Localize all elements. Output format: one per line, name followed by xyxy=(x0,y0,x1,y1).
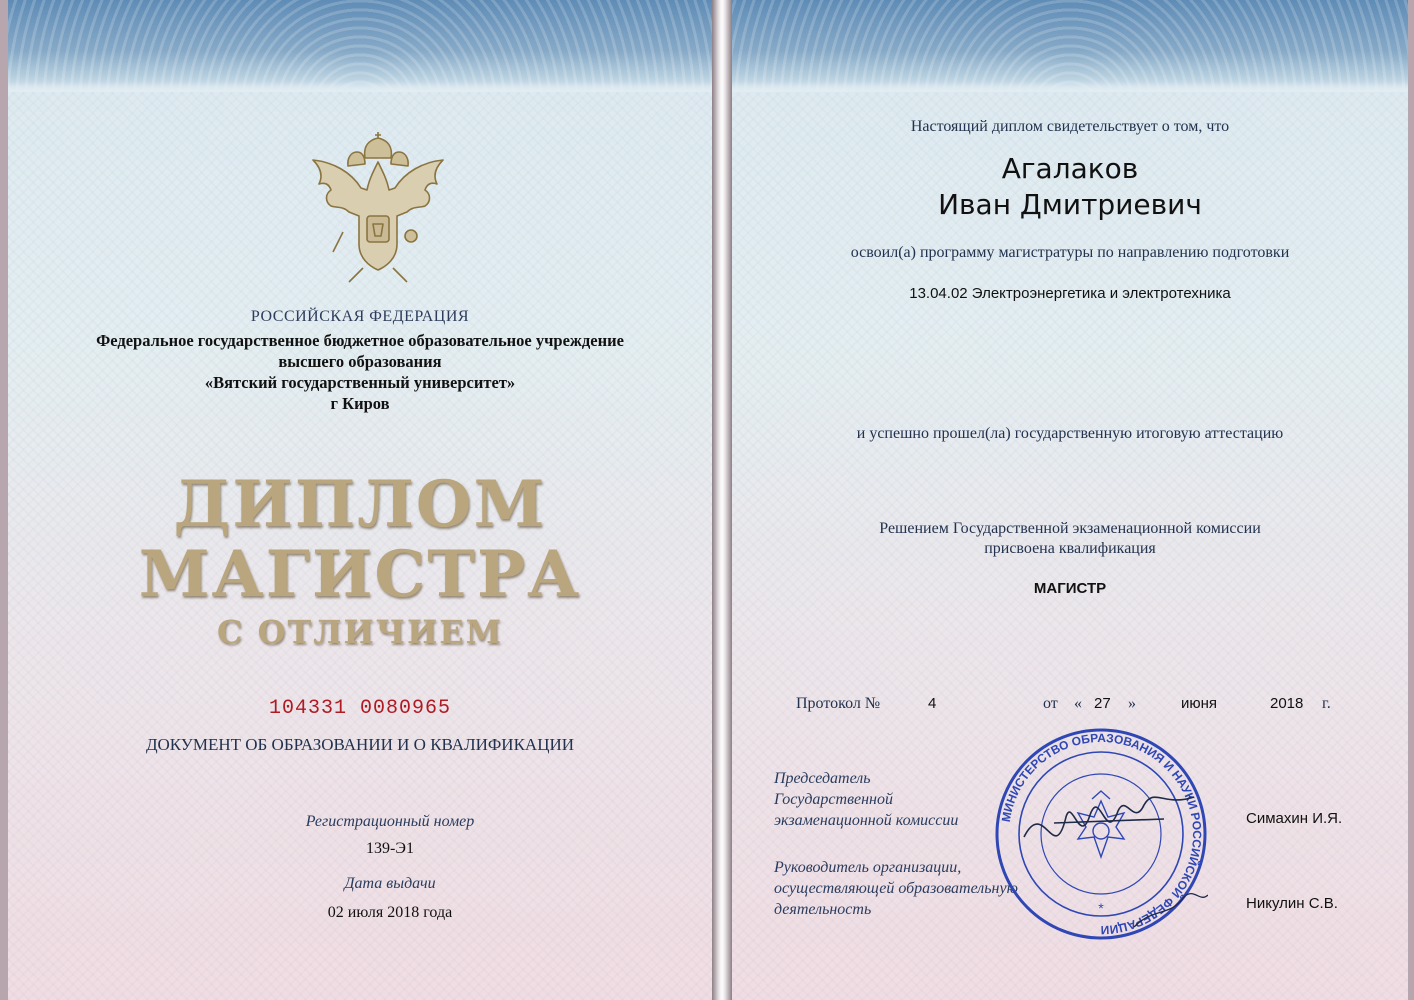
diploma-title: ДИПЛОМ xyxy=(173,467,547,542)
protocol-day: 27 xyxy=(1094,695,1111,712)
graduate-surname: Агалаков xyxy=(1001,152,1139,185)
seal-eagle xyxy=(1078,791,1124,857)
institution-name xyxy=(8,330,712,414)
graduate-given-names: Иван Дмитриевич xyxy=(938,188,1202,221)
protocol-quote-open: « xyxy=(1074,695,1082,712)
institution-line-1: Федеральное государственное бюджетное образовательное учреждение xyxy=(96,331,624,350)
protocol-number: 4 xyxy=(928,695,937,712)
protocol-month: июня xyxy=(1181,695,1218,712)
protocol-quote-close: » xyxy=(1128,695,1136,712)
intro-text: Настоящий диплом свидетельствует о том, что xyxy=(910,118,1230,135)
honors-label: С ОТЛИЧИЕМ xyxy=(216,613,504,651)
institution-city: г Киров xyxy=(330,394,390,413)
official-seal-icon xyxy=(994,727,1208,941)
svg-text:*: * xyxy=(1098,900,1104,916)
diploma-left-page xyxy=(8,0,712,1000)
head-title-line-2: осуществляющей образовательную xyxy=(774,880,1018,897)
head-name: Никулин С.В. xyxy=(1246,895,1338,912)
qualification-value: МАГИСТР xyxy=(1033,580,1107,597)
head-title xyxy=(774,857,1018,920)
commission-decision: Решением Государственной экзаменационной комиссии xyxy=(879,520,1261,537)
program-label: освоил(а) программу магистратуры по направлению подготовки xyxy=(850,244,1290,261)
chair-title-line-2: Государственной xyxy=(774,791,893,808)
diploma-spine xyxy=(712,0,732,1000)
country-name: РОССИЙСКАЯ ФЕДЕРАЦИЯ xyxy=(250,308,470,325)
protocol-label: Протокол № xyxy=(796,695,881,712)
registration-label: Регистрационный номер xyxy=(305,813,475,830)
diploma-right-page xyxy=(732,0,1408,1000)
registration-number: 139-Э1 xyxy=(366,840,414,857)
ornament-band xyxy=(8,0,712,92)
ornament-band xyxy=(732,0,1408,92)
diploma-subtitle: МАГИСТРА xyxy=(138,537,582,612)
protocol-year-suffix: г. xyxy=(1322,695,1331,712)
seal-outer-text: МИНИСТЕРСТВО ОБРАЗОВАНИЯ И НАУКИ РОССИЙСКОЙ ФЕДЕРАЦИИ xyxy=(998,730,1205,938)
issue-date-label: Дата выдачи xyxy=(344,875,436,892)
head-title-line-1: Руководитель организации, xyxy=(774,859,962,876)
head-title-line-3: деятельность xyxy=(774,901,872,918)
chair-name: Симахин И.Я. xyxy=(1246,810,1343,827)
attestation-text: и успешно прошел(ла) государственную итоговую аттестацию xyxy=(856,425,1284,442)
chair-title-line-3: экзаменационной комиссии xyxy=(774,812,959,829)
issue-date: 02 июля 2018 года xyxy=(327,904,453,921)
serial-number: 104331 0080965 xyxy=(268,697,452,720)
document-type: ДОКУМЕНТ ОБ ОБРАЗОВАНИИ И О КВАЛИФИКАЦИИ xyxy=(145,735,575,754)
chair-title-line-1: Председатель xyxy=(774,770,871,787)
institution-line-3: «Вятский государственный университет» xyxy=(204,373,516,392)
chair-title xyxy=(774,768,958,831)
coat-of-arms-icon xyxy=(303,132,453,290)
institution-line-2: высшего образования xyxy=(278,352,442,371)
qualification-awarded: присвоена квалификация xyxy=(984,540,1156,557)
program-name: 13.04.02 Электроэнергетика и электротехника xyxy=(909,285,1231,302)
protocol-from: от xyxy=(1043,695,1058,712)
protocol-year: 2018 xyxy=(1270,695,1304,712)
